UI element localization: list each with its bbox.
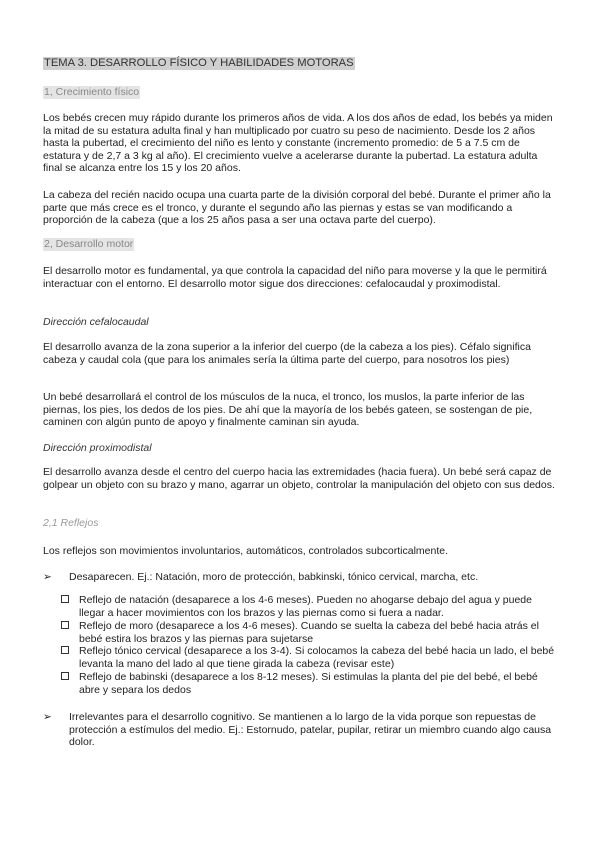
sub-bullet-text: Reflejo de moro (desaparece a los 4-6 meses). Cuando se suelta la cabeza del bebé hacia atrás el bebé estira los brazos y las piernas para sujetarse	[79, 620, 539, 645]
sub-bullet-moro	[61, 620, 556, 645]
arrow-bullet-icon: ➢	[43, 711, 52, 723]
subheading-reflejos: 2,1 Reflejos	[43, 517, 99, 529]
title-line	[43, 57, 556, 70]
section-1-heading-line	[43, 86, 556, 99]
arrow-bullet-icon: ➢	[43, 571, 52, 583]
bullet-irrelevantes	[43, 711, 556, 749]
square-bullet-icon	[61, 595, 69, 603]
paragraph-proximodistal: El desarrollo avanza desde el centro del cuerpo hacia las extremidades (hacia fuera). Un bebé será capaz de golpear un objeto con su brazo y mano, agarrar un objeto, controlar la manipulación del objeto con sus dedos.	[43, 466, 555, 491]
sub-bullet-text: Reflejo de babinski (desaparece a los 8-12 meses). Si estimulas la planta del pie del bebé, el bebé abre y separa los dedos	[79, 671, 538, 696]
paragraph-reflejos-intro: Los reflejos son movimientos involuntarios, automáticos, controlados subcorticalmente.	[43, 545, 449, 557]
sub-bullet-text: Reflejo de natación (desaparece a los 4-6 meses). Pueden no ahogarse debajo del agua y puede llegar a hacer movimientos con los brazos y las piernas como si fuera a nadar.	[79, 594, 532, 619]
section-heading-crecimiento: 1, Crecimiento físico	[44, 86, 140, 98]
bullet-desaparecen	[43, 571, 556, 584]
square-bullet-icon	[61, 646, 69, 654]
square-bullet-icon	[61, 672, 69, 680]
subheading-cefalocaudal: Dirección cefalocaudal	[43, 316, 149, 328]
paragraph-cefalocaudal-1: El desarrollo avanza de la zona superior a la inferior del cuerpo (de la cabeza a los pies). Céfalo significa cabeza y caudal cola (que para los animales sería la última parte del cuerpo, para nosotros los pies)	[43, 341, 531, 366]
section-heading-motor: 2, Desarrollo motor	[44, 238, 134, 250]
sub-bullet-text: Reflejo tónico cervical (desaparece a los 3-4). Si colocamos la cabeza del bebé hacia un lado, el bebé levanta la mano del lado al que tiene girada la cabeza (revisar este)	[79, 645, 555, 670]
subheading-proximodistal: Dirección proximodistal	[43, 442, 152, 454]
sub-bullet-tonico-cervical	[61, 645, 556, 670]
square-bullet-icon	[61, 621, 69, 629]
section-2-heading-line	[43, 238, 556, 251]
bullet-text: Irrelevantes para el desarrollo cognitivo. Se mantienen a lo largo de la vida porque son repuestas de protección a estímulos del medio. Ej.: Estornudo, patelar, pupilar, retirar un miembro cuando algo causa dolor.	[69, 711, 552, 749]
sub-bullet-babinski	[61, 671, 556, 696]
bullet-text: Desaparecen. Ej.: Natación, moro de protección, babkinski, tónico cervical, marcha, etc.	[69, 571, 479, 583]
paragraph-cefalocaudal-2: Un bebé desarrollará el control de los músculos de la nuca, el tronco, los muslos, la parte inferior de las piernas, los pies, los dedos de los pies. De ahí que la mayoría de los bebés gateen, se sostengan de pie, caminen con algún punto de apoyo y finalmente caminan sin ayuda.	[43, 391, 533, 429]
paragraph-crecimiento-2: La cabeza del recién nacido ocupa una cuarta parte de la división corporal del bebé. Durante el primer año la parte que más crece es el tronco, y durante el segundo año las piernas y estas se van modificando a proporción de la cabeza (que a los 25 años pasa a ser una octava parte del cuerpo).	[43, 189, 551, 227]
sub-bullet-natacion	[61, 594, 556, 619]
paragraph-crecimiento-1: Los bebés crecen muy rápido durante los primeros años de vida. A los dos años de edad, los bebés ya miden la mitad de su estatura adulta final y han multiplicado por cuatro su peso de nacimiento. Desde los 2 años hasta la pubertad, el crecimiento del niño es lento y constante (incremento promedio: de 5 a 7.5 cm de estatura y de 2,7 a 3 kg al año). El crecimiento vuelve a acelerarse durante la pubertad. La estatura adulta final se alcanza entre los 15 y los 20 años.	[43, 112, 553, 175]
paragraph-motor-intro: El desarrollo motor es fundamental, ya que controla la capacidad del niño para moverse y la que le permitirá interactuar con el entorno. El desarrollo motor sigue dos direcciones: cefalocaudal y proximodistal.	[43, 265, 547, 290]
page-title: TEMA 3. DESARROLLO FÍSICO Y HABILIDADES MOTORAS	[44, 57, 354, 69]
